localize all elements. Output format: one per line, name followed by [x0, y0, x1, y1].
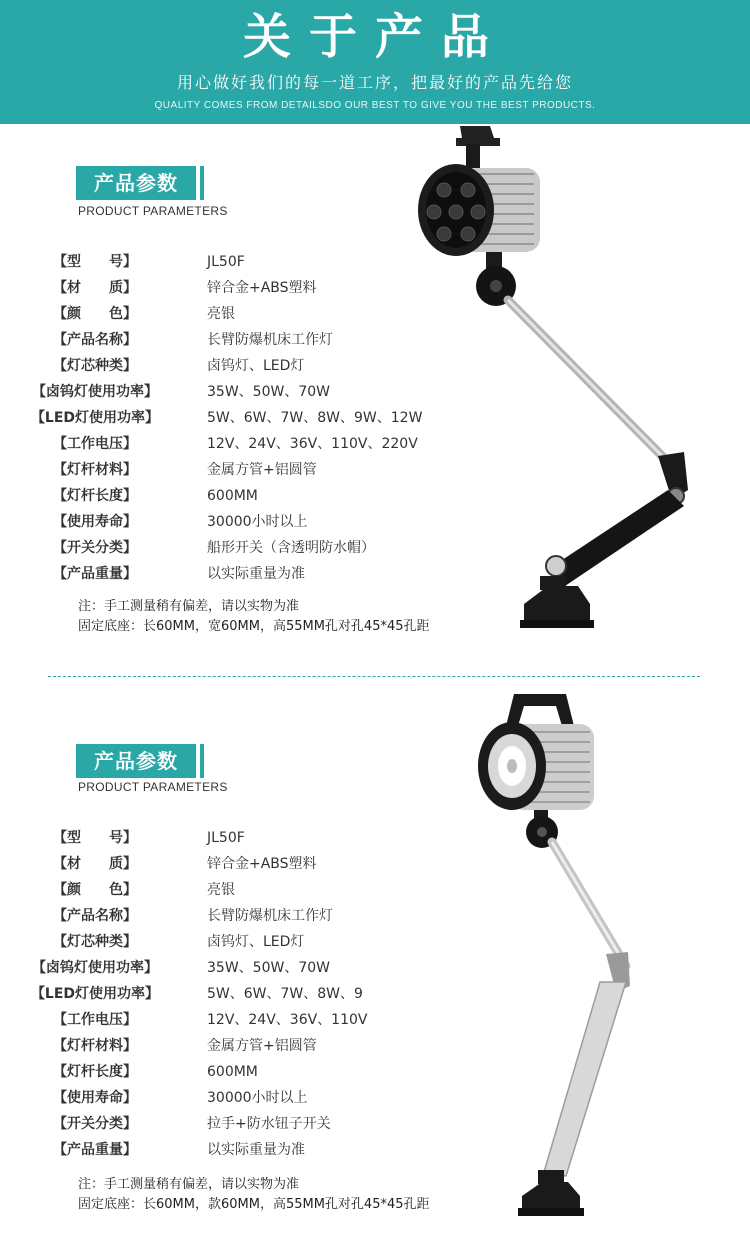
param-label: 【材 质】: [53, 280, 137, 296]
param-row: [0, 982, 500, 1008]
param-label: 【灯杆材料】: [53, 462, 137, 478]
page-subtitle-en: QUALITY COMES FROM DETAILSDO OUR BEST TO GIVE YOU THE BEST PRODUCTS.: [154, 100, 596, 111]
param-label: 【使用寿命】: [53, 1090, 137, 1106]
section-badge-en: PRODUCT PARAMETERS: [78, 204, 228, 218]
param-row: [0, 852, 500, 878]
param-value: JL50F: [207, 254, 245, 270]
param-label: 【材 质】: [53, 856, 137, 872]
param-value: JL50F: [207, 830, 245, 846]
page-title: 关于产品: [242, 9, 507, 65]
note-text: 注：手工测量稍有偏差，请以实物为准: [78, 599, 300, 614]
section-badge-label: 产品参数: [76, 166, 196, 200]
param-label: 【LED灯使用功率】: [30, 410, 160, 426]
param-value: 长臂防爆机床工作灯: [207, 332, 333, 348]
param-value: 35W、50W、70W: [207, 384, 330, 400]
param-label: 【型 号】: [53, 254, 137, 270]
param-label: 【产品重量】: [53, 566, 137, 582]
param-label: 【灯杆长度】: [53, 1064, 137, 1080]
param-label: 【卤钨灯使用功率】: [32, 384, 158, 400]
param-value: 600MM: [207, 1064, 258, 1080]
section-badge: [76, 166, 204, 200]
param-value: 卤钨灯、LED灯: [207, 358, 305, 374]
param-label: 【产品重量】: [53, 1142, 137, 1158]
param-value: 船形开关（含透明防水帽）: [207, 540, 375, 556]
param-value: 35W、50W、70W: [207, 960, 330, 976]
param-label: 【LED灯使用功率】: [30, 986, 160, 1002]
param-label: 【灯杆材料】: [53, 1038, 137, 1054]
header-banner: [0, 0, 750, 124]
param-label: 【灯芯种类】: [53, 358, 137, 374]
param-value: 金属方管+铝圆管: [207, 462, 317, 478]
param-label: 【开关分类】: [53, 1116, 137, 1132]
param-row: [0, 1060, 500, 1086]
section-divider: [48, 676, 700, 677]
base-spec-text: 固定底座：长60MM，款60MM，高55MM孔对孔45*45孔距: [78, 1197, 430, 1212]
param-value: 锌合金+ABS塑料: [207, 856, 317, 872]
param-value: 5W、6W、7W、8W、9W、12W: [207, 410, 423, 426]
param-label: 【颜 色】: [53, 882, 137, 898]
halogen-lamp-image: [430, 686, 670, 1226]
note-text: 注：手工测量稍有偏差，请以实物为准: [78, 1177, 300, 1192]
param-row: [0, 930, 500, 956]
section-badge-en: PRODUCT PARAMETERS: [78, 780, 228, 794]
param-value: 卤钨灯、LED灯: [207, 934, 305, 950]
section-badge-label: 产品参数: [76, 744, 196, 778]
param-row: [0, 956, 500, 982]
param-value: 亮银: [207, 306, 235, 322]
param-label: 【灯杆长度】: [53, 488, 137, 504]
param-row: [0, 904, 500, 930]
section-badge-bar: [200, 166, 204, 200]
param-value: 5W、6W、7W、8W、9: [207, 986, 363, 1002]
param-value: 12V、24V、36V、110V: [207, 1012, 368, 1028]
param-value: 长臂防爆机床工作灯: [207, 908, 333, 924]
param-row: [0, 1034, 500, 1060]
param-value: 12V、24V、36V、110V、220V: [207, 436, 418, 452]
param-value: 亮银: [207, 882, 235, 898]
param-label: 【型 号】: [53, 830, 137, 846]
param-value: 锌合金+ABS塑料: [207, 280, 317, 296]
param-label: 【工作电压】: [53, 1012, 137, 1028]
param-label: 【灯芯种类】: [53, 934, 137, 950]
param-row: [0, 826, 500, 852]
base-spec-text: 固定底座：长60MM，宽60MM，高55MM孔对孔45*45孔距: [78, 619, 430, 634]
section-badge-bar: [200, 744, 204, 778]
param-label: 【工作电压】: [53, 436, 137, 452]
param-label: 【颜 色】: [53, 306, 137, 322]
param-label: 【产品名称】: [53, 332, 137, 348]
param-value: 拉手+防水钮子开关: [207, 1116, 331, 1132]
led-lamp-image: [400, 124, 700, 634]
param-value: 以实际重量为准: [207, 1142, 305, 1158]
param-value: 30000小时以上: [207, 514, 308, 530]
param-label: 【使用寿命】: [53, 514, 137, 530]
page-subtitle: 用心做好我们的每一道工序，把最好的产品先给您: [176, 73, 573, 92]
param-value: 以实际重量为准: [207, 566, 305, 582]
param-label: 【产品名称】: [53, 908, 137, 924]
param-row: [0, 1008, 500, 1034]
param-row: [0, 1112, 500, 1138]
param-label: 【开关分类】: [53, 540, 137, 556]
param-label: 【卤钨灯使用功率】: [32, 960, 158, 976]
section-badge: [76, 744, 204, 778]
param-row: [0, 1138, 500, 1164]
param-value: 600MM: [207, 488, 258, 504]
param-value: 30000小时以上: [207, 1090, 308, 1106]
param-value: 金属方管+铝圆管: [207, 1038, 317, 1054]
param-row: [0, 1086, 500, 1112]
param-row: [0, 878, 500, 904]
